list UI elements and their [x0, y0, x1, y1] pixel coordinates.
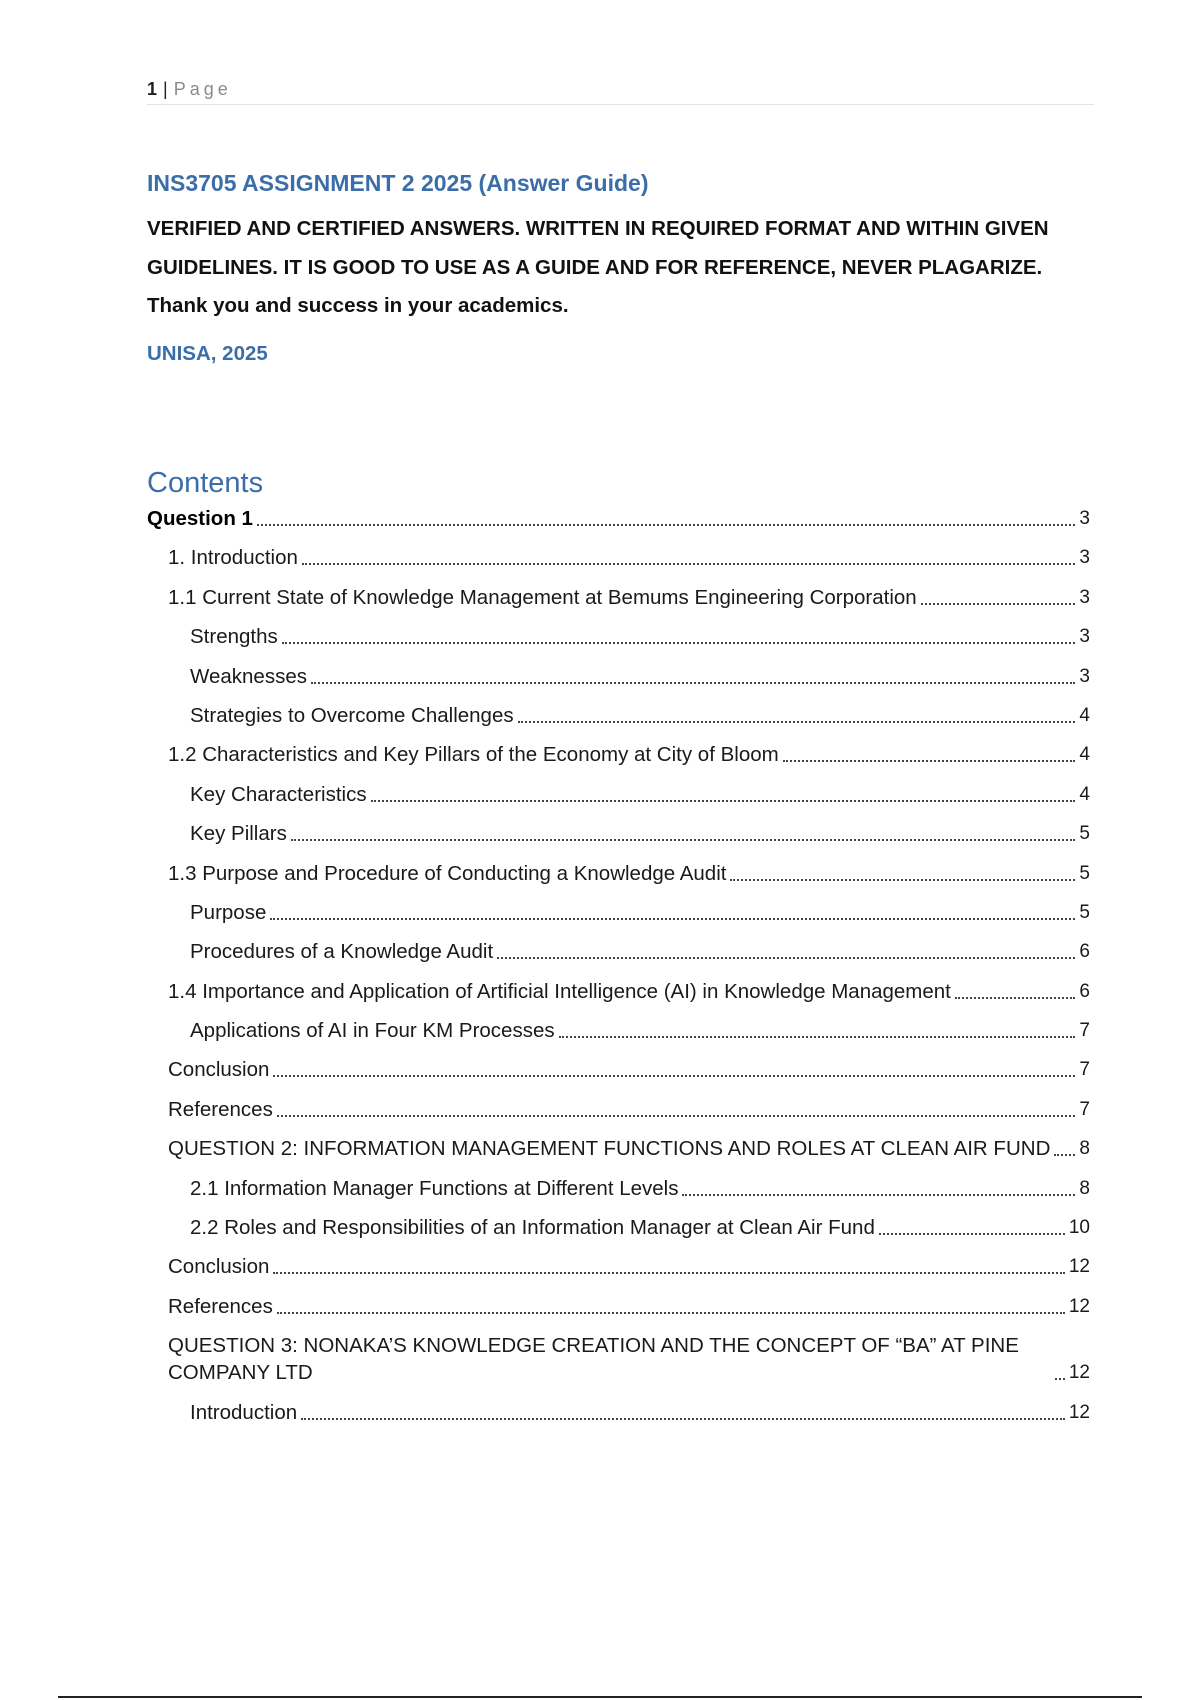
toc-entry-page: 8 — [1079, 1177, 1090, 1199]
toc-entry-page: 12 — [1068, 1401, 1090, 1423]
toc-leader — [273, 1272, 1064, 1274]
toc-entry[interactable] — [147, 505, 1090, 532]
toc-entry-page: 8 — [1079, 1138, 1090, 1160]
toc-entry-page: 3 — [1079, 626, 1090, 648]
toc-entry-text: Conclusion — [168, 1058, 270, 1082]
toc-entry-page: 12 — [1068, 1362, 1090, 1384]
toc-leader — [270, 918, 1075, 920]
toc-entry[interactable] — [147, 860, 1090, 887]
toc-entry-page: 3 — [1079, 508, 1090, 529]
toc-entry-text: 2.2 Roles and Responsibilities of an Information Manager at Clean Air Fund — [190, 1216, 875, 1240]
toc-leader — [273, 1075, 1075, 1077]
toc-entry-page: 5 — [1079, 862, 1090, 884]
toc-entry[interactable] — [147, 663, 1090, 690]
toc-leader — [277, 1312, 1065, 1314]
toc-entry-page: 4 — [1079, 704, 1090, 726]
toc-entry-page: 3 — [1079, 547, 1090, 569]
toc-entry-page: 5 — [1079, 901, 1090, 923]
toc-entry-page: 7 — [1079, 1059, 1090, 1081]
toc-entry-text: 1.2 Characteristics and Key Pillars of the Economy at City of Bloom — [168, 743, 779, 767]
toc-entry[interactable] — [147, 1096, 1090, 1123]
toc-entry-page: 6 — [1079, 980, 1090, 1002]
toc-entry-page: 5 — [1079, 823, 1090, 845]
toc-leader — [291, 839, 1076, 841]
toc-entry[interactable] — [147, 938, 1090, 965]
toc-entry[interactable] — [147, 1332, 1090, 1386]
page-word: Page — [173, 79, 232, 99]
toc-entry[interactable] — [147, 1253, 1090, 1280]
toc-leader — [277, 1115, 1076, 1117]
toc-entry[interactable] — [147, 1214, 1090, 1241]
toc-entry-text: Applications of AI in Four KM Processes — [190, 1019, 555, 1043]
toc-leader — [682, 1194, 1075, 1196]
page-header — [147, 76, 1094, 105]
toc-entry-text: Strengths — [190, 625, 278, 649]
toc-leader — [371, 800, 1076, 802]
toc-leader — [955, 997, 1076, 999]
toc-entry-text: 1.3 Purpose and Procedure of Conducting a Knowledge Audit — [168, 861, 727, 885]
toc-entry-page: 12 — [1068, 1256, 1090, 1278]
contents-heading: Contents — [147, 467, 264, 499]
page-bottom-rule — [58, 1696, 1142, 1698]
document-title: INS3705 ASSIGNMENT 2 2025 (Answer Guide) — [147, 170, 649, 196]
toc-leader — [518, 721, 1076, 723]
toc-leader — [282, 642, 1076, 644]
toc-entry[interactable] — [147, 1056, 1090, 1083]
toc-entry[interactable] — [147, 1135, 1090, 1162]
toc-leader — [921, 603, 1076, 605]
toc-entry-text: 1. Introduction — [168, 546, 298, 570]
toc-entry[interactable] — [147, 1399, 1090, 1426]
toc-entry[interactable] — [147, 1175, 1090, 1202]
toc-entry-text: QUESTION 3: NONAKA’S KNOWLEDGE CREATION AND THE CONCEPT OF “BA” AT PINE COMPANY LTD — [168, 1334, 1019, 1385]
document-notice: VERIFIED AND CERTIFIED ANSWERS. WRITTEN IN REQUIRED FORMAT AND WITHIN GIVEN GUIDELINES. IT IS GOOD TO USE AS A GUIDE AND FOR REFERENCE, NEVER PLAGARIZE. Thank you and success in your academics. — [147, 217, 1049, 317]
toc-entry-text: Purpose — [190, 900, 267, 924]
toc-entry-text: 1.4 Importance and Application of Artificial Intelligence (AI) in Knowledge Management — [168, 979, 951, 1003]
toc-entry-text: Conclusion — [168, 1255, 270, 1279]
toc-entry-page: 4 — [1079, 744, 1090, 766]
toc-entry[interactable] — [147, 1293, 1090, 1320]
toc-entry[interactable] — [147, 544, 1090, 571]
toc-leader — [257, 524, 1075, 526]
toc-entry-page: 3 — [1079, 665, 1090, 687]
toc-leader — [1055, 1378, 1065, 1380]
toc-leader — [879, 1233, 1065, 1235]
toc-entry-page: 3 — [1079, 586, 1090, 608]
toc-entry-text: Weaknesses — [190, 664, 307, 688]
table-of-contents — [147, 505, 1090, 1438]
toc-entry[interactable] — [147, 702, 1090, 729]
toc-entry-text: References — [168, 1097, 273, 1121]
toc-entry[interactable] — [147, 820, 1090, 847]
toc-leader — [301, 1418, 1065, 1420]
toc-entry[interactable] — [147, 623, 1090, 650]
toc-entry-text: Procedures of a Knowledge Audit — [190, 940, 494, 964]
toc-entry-text: Introduction — [190, 1400, 298, 1424]
toc-leader — [302, 563, 1076, 565]
toc-entry[interactable] — [147, 781, 1090, 808]
toc-entry[interactable] — [147, 899, 1090, 926]
toc-entry-text: 1.1 Current State of Knowledge Management at Bemums Engineering Corporation — [168, 585, 917, 609]
toc-leader — [497, 957, 1075, 959]
toc-leader — [559, 1036, 1076, 1038]
document-institution: UNISA, 2025 — [147, 342, 268, 365]
toc-entry-text: Question 1 — [147, 507, 253, 530]
toc-entry-text: Key Characteristics — [190, 782, 367, 806]
toc-entry[interactable] — [147, 978, 1090, 1005]
page-separator: | — [163, 79, 170, 99]
toc-leader — [730, 879, 1075, 881]
toc-entry[interactable] — [147, 584, 1090, 611]
toc-entry-text: Key Pillars — [190, 822, 287, 846]
toc-entry-text: Strategies to Overcome Challenges — [190, 703, 514, 727]
toc-entry-page: 7 — [1079, 1020, 1090, 1042]
toc-entry-page: 6 — [1079, 941, 1090, 963]
toc-entry-page: 10 — [1068, 1217, 1090, 1239]
toc-entry-page: 4 — [1079, 783, 1090, 805]
toc-entry-text: 2.1 Information Manager Functions at Different Levels — [190, 1176, 679, 1200]
page-number: 1 — [147, 79, 160, 99]
toc-entry-text: References — [168, 1294, 273, 1318]
toc-entry-page: 12 — [1068, 1295, 1090, 1317]
toc-leader — [783, 760, 1076, 762]
toc-entry-text: QUESTION 2: INFORMATION MANAGEMENT FUNCTIONS AND ROLES AT CLEAN AIR FUND — [168, 1137, 1051, 1161]
toc-leader — [311, 682, 1075, 684]
toc-entry-page: 7 — [1079, 1098, 1090, 1120]
toc-entry[interactable] — [147, 1017, 1090, 1044]
toc-leader — [1054, 1154, 1075, 1156]
toc-entry[interactable] — [147, 741, 1090, 768]
